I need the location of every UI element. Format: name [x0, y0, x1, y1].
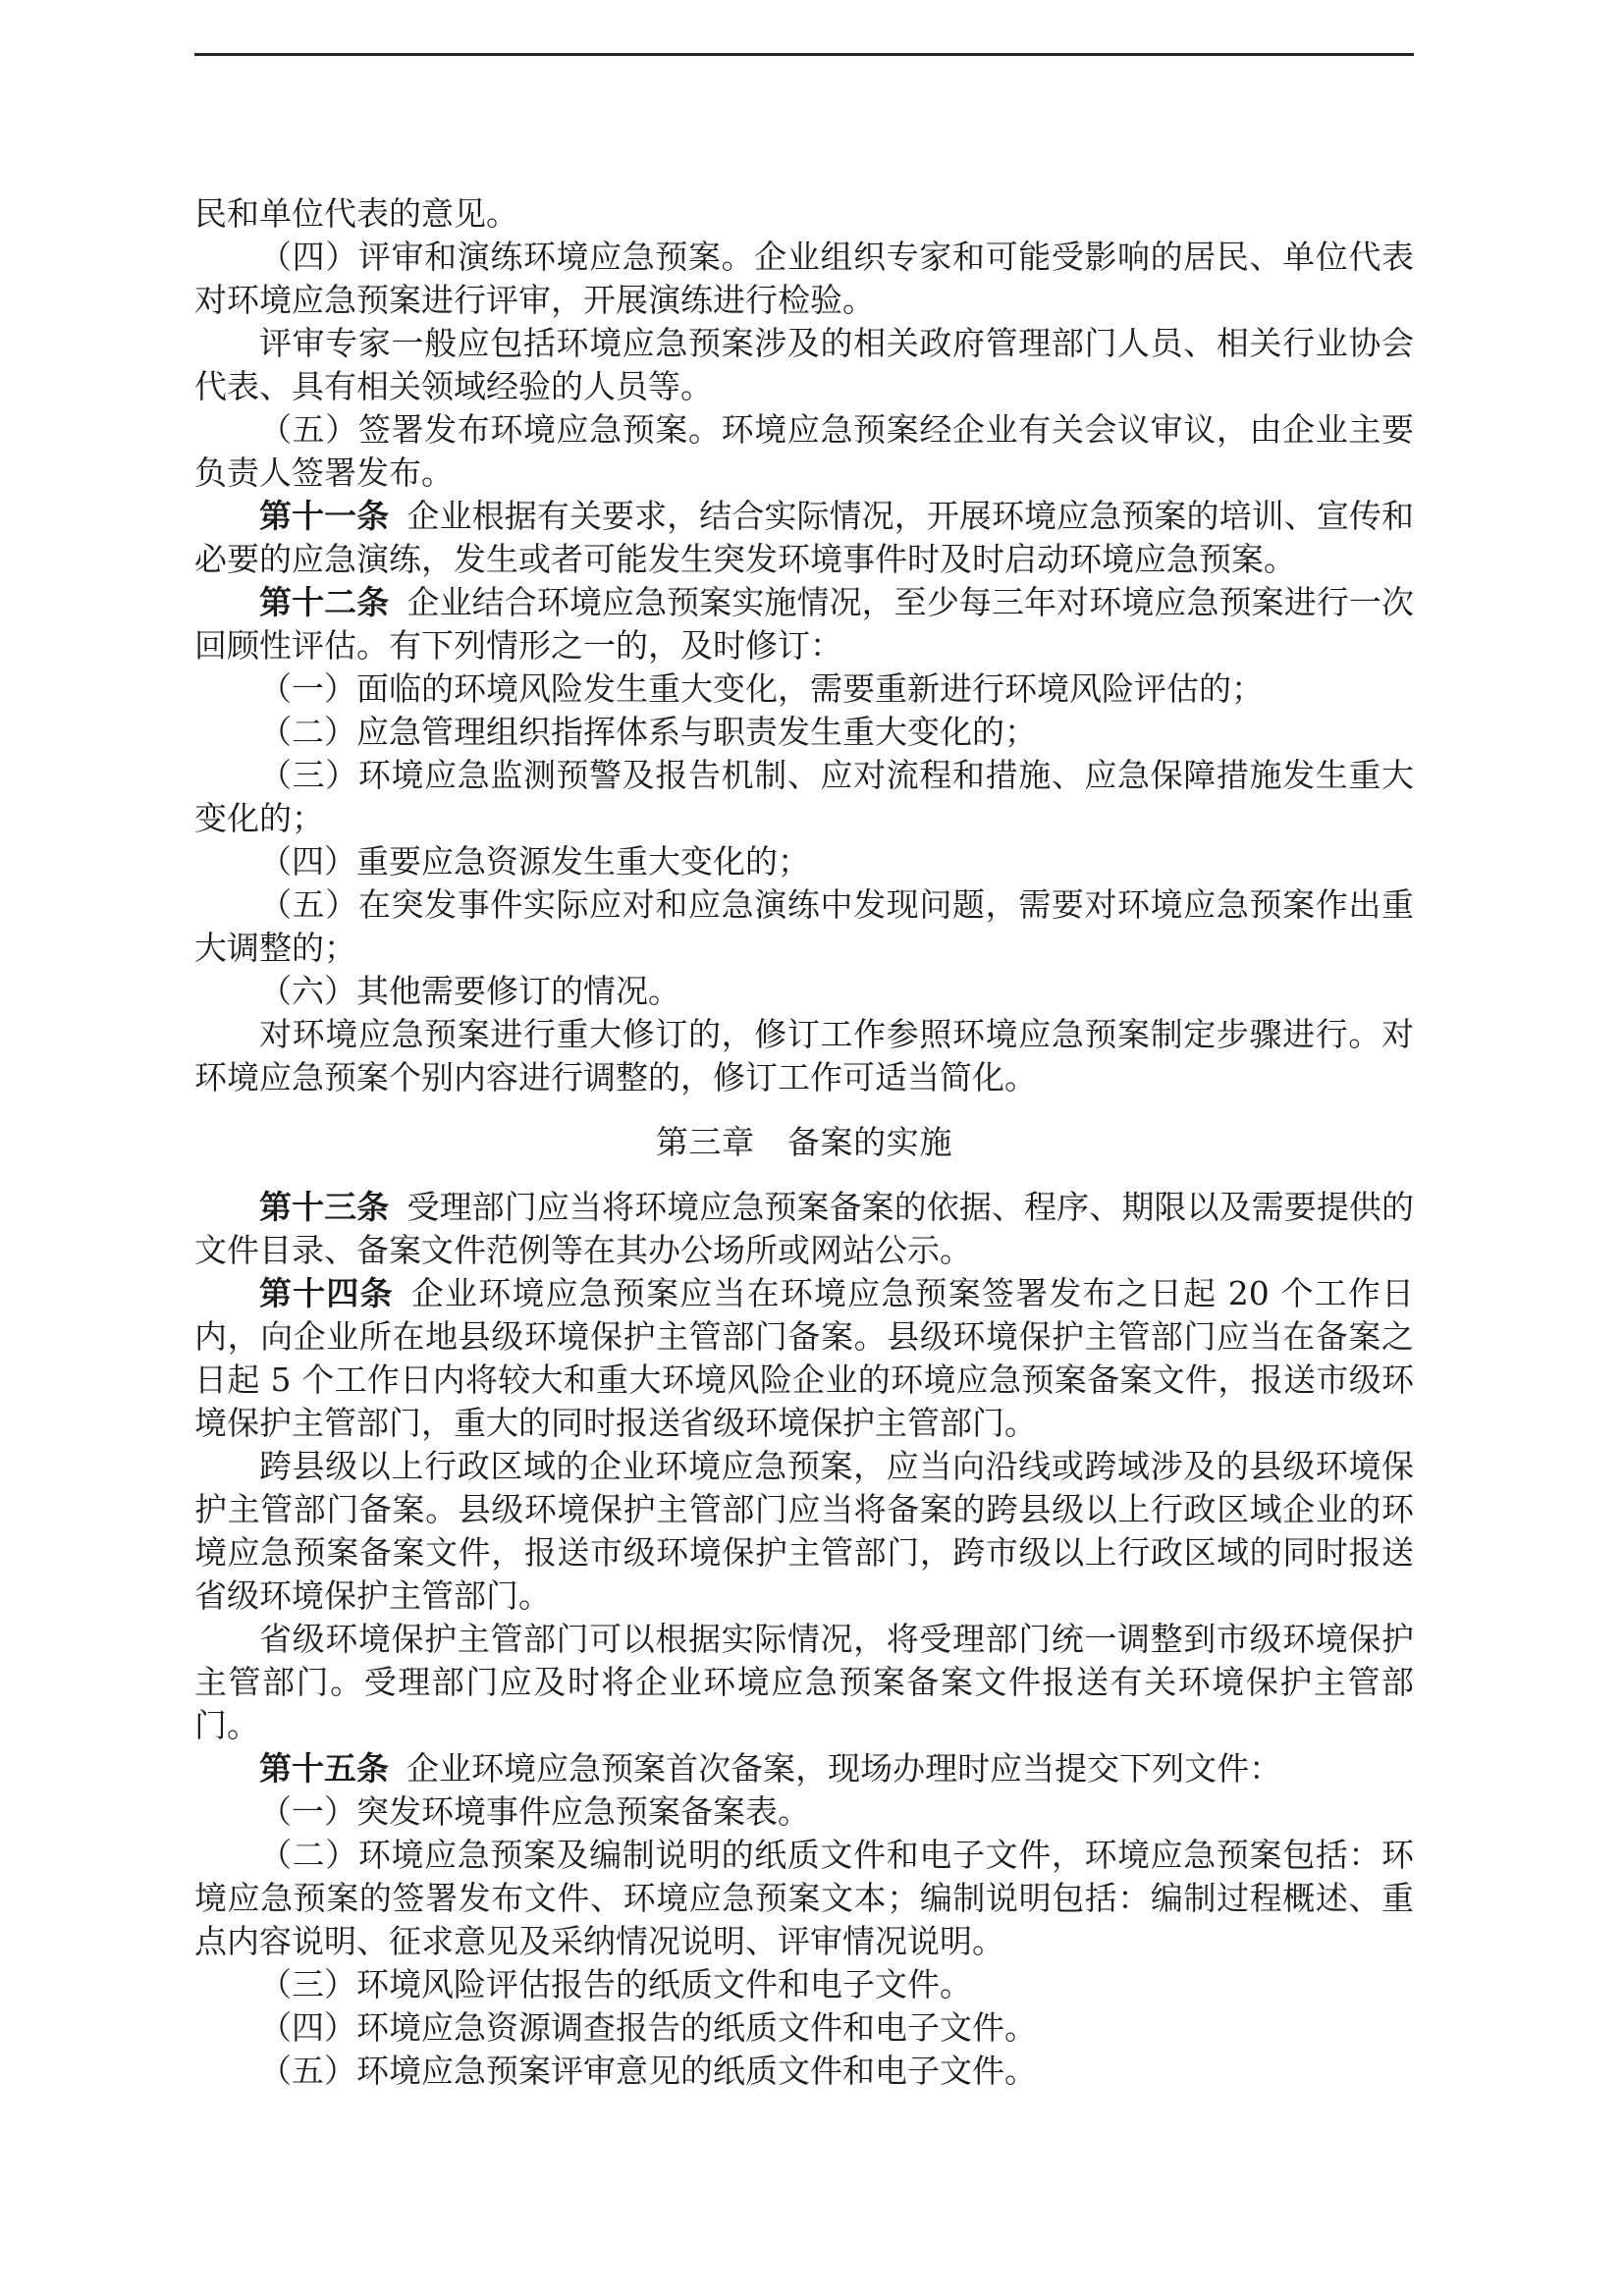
article-paragraph: [194, 1747, 1414, 1790]
body-paragraph: [194, 667, 1414, 711]
body-paragraph: [194, 408, 1414, 495]
article-number: 第十三条: [259, 1188, 390, 1226]
body-paragraph: [194, 1618, 1414, 1747]
article-paragraph: [194, 495, 1414, 581]
body-paragraph: [194, 2050, 1414, 2093]
paragraph-text: （五）在突发事件实际应对和应急演练中发现问题，需要对环境应急预案作出重大调整的；: [194, 885, 1414, 967]
body-paragraph: [194, 2006, 1414, 2050]
paragraph-text: （六）其他需要修订的情况。: [259, 972, 680, 1010]
paragraph-text: 企业根据有关要求，结合实际情况，开展环境应急预案的培训、宣传和必要的应急演练，发生或者可能发生突发环境事件时及时启动环境应急预案。: [194, 497, 1415, 578]
body-paragraph: [194, 192, 1414, 236]
article-number: 第十一条: [259, 497, 390, 535]
paragraph-text: （四）评审和演练环境应急预案。企业组织专家和可能受影响的居民、单位代表对环境应急预案进行评审，开展演练进行检验。: [194, 238, 1414, 319]
paragraph-text: （四）环境应急资源调查报告的纸质文件和电子文件。: [259, 2008, 1037, 2047]
paragraph-text: （五）签署发布环境应急预案。环境应急预案经企业有关会议审议，由企业主要负责人签署发布。: [194, 410, 1414, 492]
chapter-title: 备案的实施: [786, 1123, 953, 1161]
body-paragraph: [194, 1790, 1414, 1834]
paragraph-text: 企业环境应急预案应当在环境应急预案签署发布之日起 20 个工作日内，向企业所在地县级环境保护主管部门备案。县级环境保护主管部门应当在备案之日起 5 个工作日内将较大和重大环境风险企业的环境应急预案备案文件，报送市级环境保护主管部门，重大的同时报送省级环境保护主管部门。: [194, 1274, 1414, 1442]
body-paragraph: [194, 1963, 1414, 2006]
body-paragraph: [194, 322, 1414, 408]
body-paragraph: [194, 754, 1414, 840]
section-after-chapter: [194, 1186, 1414, 2093]
paragraph-text: （二）应急管理组织指挥体系与职责发生重大变化的；: [259, 713, 1037, 751]
section-before-chapter: [194, 192, 1414, 1099]
body-paragraph: [194, 711, 1414, 754]
paragraph-text: 受理部门应当将环境应急预案备案的依据、程序、期限以及需要提供的文件目录、备案文件范例等在其办公场所或网站公示。: [194, 1188, 1415, 1269]
article-paragraph: [194, 1272, 1414, 1445]
body-paragraph: [194, 883, 1414, 970]
paragraph-text: （二）环境应急预案及编制说明的纸质文件和电子文件，环境应急预案包括：环境应急预案的签署发布文件、环境应急预案文本；编制说明包括：编制过程概述、重点内容说明、征求意见及采纳情况说明、评审情况说明。: [194, 1836, 1414, 1960]
article-number: 第十五条: [259, 1749, 389, 1788]
paragraph-text: 民和单位代表的意见。: [194, 194, 518, 233]
body-paragraph: [194, 970, 1414, 1013]
paragraph-text: 评审专家一般应包括环境应急预案涉及的相关政府管理部门人员、相关行业协会代表、具有相关领域经验的人员等。: [194, 324, 1414, 405]
article-paragraph: [194, 1186, 1414, 1272]
paragraph-text: 对环境应急预案进行重大修订的，修订工作参照环境应急预案制定步骤进行。对环境应急预案个别内容进行调整的，修订工作可适当简化。: [194, 1015, 1414, 1096]
paragraph-text: （四）重要应急资源发生重大变化的；: [259, 842, 810, 881]
body-paragraph: [194, 1834, 1414, 1963]
paragraph-text: （三）环境风险评估报告的纸质文件和电子文件。: [259, 1965, 972, 2003]
article-number: 第十四条: [259, 1274, 394, 1312]
article-number: 第十二条: [259, 583, 390, 621]
paragraph-text: 企业结合环境应急预案实施情况，至少每三年对环境应急预案进行一次回顾性评估。有下列情形之一的，及时修订：: [194, 583, 1415, 665]
paragraph-text: 跨县级以上行政区域的企业环境应急预案，应当向沿线或跨域涉及的县级环境保护主管部门备案。县级环境保护主管部门应当将备案的跨县级以上行政区域企业的环境应急预案备案文件，报送市级环境保护主管部门，跨市级以上行政区域的同时报送省级环境保护主管部门。: [194, 1447, 1414, 1615]
body-paragraph: [194, 1445, 1414, 1618]
body-paragraph: [194, 1013, 1414, 1099]
paragraph-text: （一）面临的环境风险发生重大变化，需要重新进行环境风险评估的；: [259, 669, 1264, 708]
paragraph-text: （五）环境应急预案评审意见的纸质文件和电子文件。: [259, 2052, 1037, 2090]
paragraph-text: 省级环境保护主管部门可以根据实际情况，将受理部门统一调整到市级环境保护主管部门。受理部门应及时将企业环境应急预案备案文件报送有关环境保护主管部门。: [194, 1620, 1414, 1744]
paragraph-text: （三）环境应急监测预警及报告机制、应对流程和措施、应急保障措施发生重大变化的；: [194, 756, 1414, 837]
paragraph-text: 企业环境应急预案首次备案，现场办理时应当提交下列文件：: [406, 1749, 1282, 1788]
body-paragraph: [194, 840, 1414, 883]
chapter-heading: [194, 1121, 1414, 1164]
body-paragraph: [194, 236, 1414, 322]
document-body: [194, 192, 1414, 2093]
header-rule: [194, 53, 1414, 56]
chapter-number: 第三章: [655, 1123, 755, 1161]
paragraph-text: （一）突发环境事件应急预案备案表。: [259, 1792, 810, 1831]
article-paragraph: [194, 581, 1414, 667]
